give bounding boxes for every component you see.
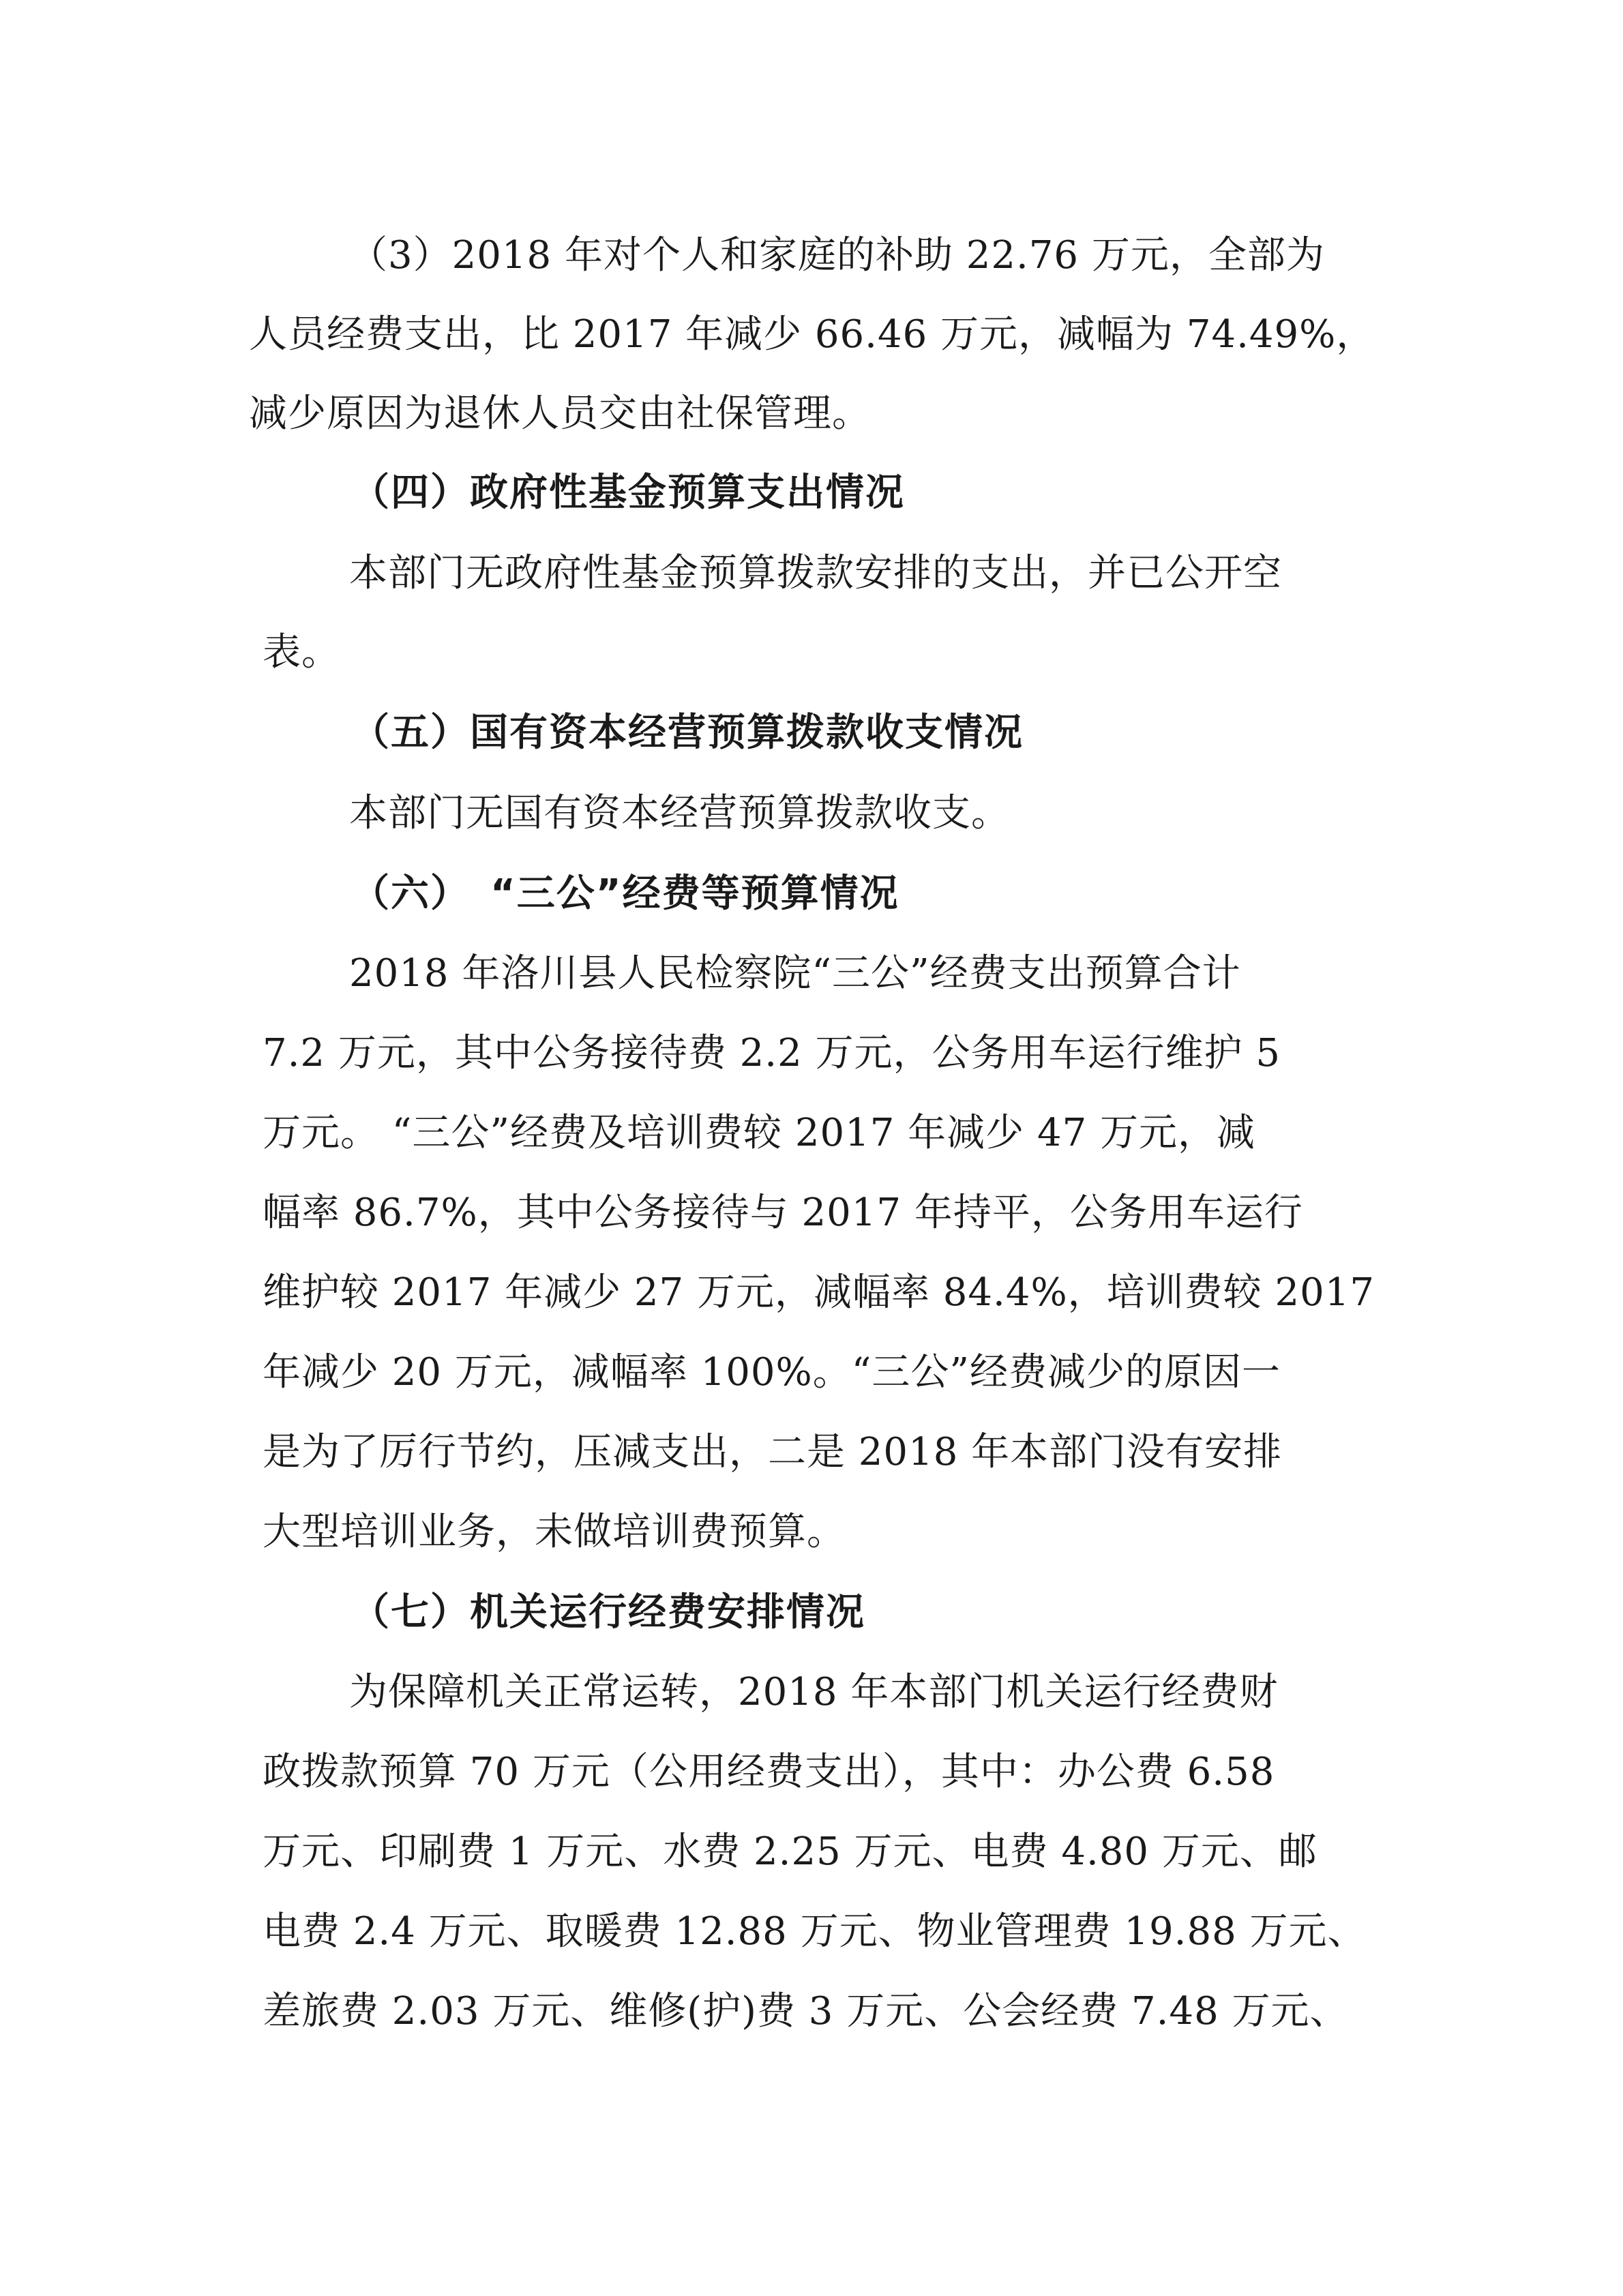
paragraph-line: 是为了厉行节约，压减支出，二是 2018 年本部门没有安排: [263, 1430, 1283, 1474]
paragraph-line: 本部门无政府性基金预算拨款安排的支出，并已公开空: [349, 551, 1282, 595]
paragraph-line: 为保障机关正常运转，2018 年本部门机关运行经费财: [349, 1670, 1279, 1714]
paragraph-line: 7.2 万元，其中公务接待费 2.2 万元，公务用车运行维护 5: [263, 1031, 1281, 1075]
paragraph-line: 电费 2.4 万元、取暖费 12.88 万元、物业管理费 19.88 万元、: [263, 1909, 1367, 1954]
section-heading: （四）政府性基金预算支出情况: [351, 471, 905, 515]
paragraph-line: 幅率 86.7%，其中公务接待与 2017 年持平，公务用车运行: [263, 1191, 1303, 1235]
paragraph-line: 2018 年洛川县人民检察院“三公”经费支出预算合计: [349, 951, 1241, 996]
paragraph-line: 本部门无国有资本经营预算拨款收支。: [349, 791, 1010, 835]
paragraph-line: 政拨款预算 70 万元（公用经费支出），其中：办公费 6.58: [263, 1750, 1275, 1794]
section-heading: （五）国有资本经营预算拨款收支情况: [351, 711, 1024, 755]
section-heading: （七）机关运行经费安排情况: [351, 1590, 865, 1635]
paragraph-line: 维护较 2017 年减少 27 万元，减幅率 84.4%，培训费较 2017: [263, 1270, 1375, 1315]
paragraph-line: 人员经费支出，比 2017 年减少 66.46 万元，减幅为 74.49%，: [249, 312, 1375, 357]
paragraph-line: 年减少 20 万元，减幅率 100%。“三公”经费减少的原因一: [263, 1350, 1281, 1395]
paragraph-line: 减少原因为退休人员交由社保管理。: [249, 391, 871, 436]
paragraph-line: 大型培训业务，未做培训费预算。: [263, 1510, 846, 1554]
paragraph-line: 表。: [263, 630, 340, 674]
paragraph-line: 差旅费 2.03 万元、维修(护)费 3 万元、公会经费 7.48 万元、: [263, 1989, 1349, 2033]
section-heading: （六） “三公”经费等预算情况: [351, 871, 899, 916]
paragraph-line: （3）2018 年对个人和家庭的补助 22.76 万元，全部为: [349, 233, 1325, 278]
paragraph-line: 万元、印刷费 1 万元、水费 2.25 万元、电费 4.80 万元、邮: [263, 1830, 1317, 1874]
paragraph-line: 万元。 “三公”经费及培训费较 2017 年减少 47 万元，减: [263, 1111, 1256, 1155]
